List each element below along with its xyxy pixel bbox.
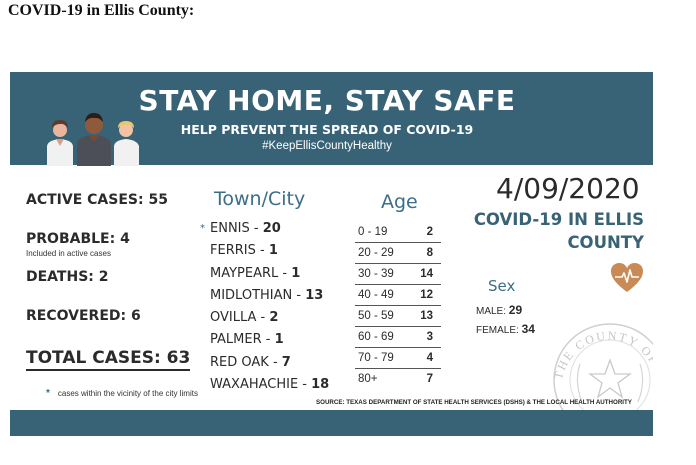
county-title (458, 208, 644, 254)
city-name: RED OAK - (210, 354, 282, 370)
bottom-bar (10, 410, 653, 436)
age-range: 80+ (358, 373, 378, 385)
city-count: 13 (305, 287, 324, 303)
age-table (355, 222, 441, 389)
deaths: DEATHS: 2 (26, 269, 109, 285)
city-row (210, 266, 329, 288)
city-row (210, 355, 329, 377)
probable-cases: PROBABLE: 4 (26, 231, 130, 247)
age-range: 70 - 79 (358, 352, 394, 364)
age-row (355, 243, 441, 264)
age-count: 13 (420, 310, 433, 322)
city-count: 1 (268, 243, 278, 259)
city-row (210, 310, 329, 332)
city-row (210, 332, 329, 354)
city-count: 2 (269, 310, 279, 326)
female-label: FEMALE: (476, 325, 522, 336)
sex-heading: Sex (488, 277, 516, 295)
age-range: 0 - 19 (358, 226, 388, 238)
city-count: 1 (274, 332, 284, 348)
female-count (476, 322, 535, 336)
footnote-text: cases within the vicinity of the city limits (57, 389, 198, 398)
city-name: MAYPEARL - (210, 265, 292, 281)
age-count: 12 (420, 289, 433, 301)
banner-subtitle: HELP PREVENT THE SPREAD OF COVID-19 (180, 122, 474, 137)
age-count: 4 (426, 352, 433, 364)
report-date: 4/09/2020 (496, 172, 640, 205)
male-label: MALE: (476, 306, 509, 317)
age-row (355, 264, 441, 285)
city-name: PALMER - (210, 332, 275, 348)
age-count: 8 (426, 247, 433, 259)
age-count: 3 (426, 331, 433, 343)
city-list (200, 221, 330, 399)
age-range: 30 - 39 (358, 268, 394, 280)
footnote (46, 388, 198, 399)
page-heading: COVID-19 in Ellis County: (8, 2, 195, 19)
heart-icon (610, 262, 644, 294)
age-row (355, 369, 441, 389)
female-value: 34 (521, 322, 535, 336)
age-count: 7 (426, 373, 433, 385)
city-count: 1 (291, 265, 301, 281)
county-title-line1: COVID-19 IN ELLIS (473, 210, 644, 229)
city-count: 18 (311, 377, 330, 393)
age-row (355, 327, 441, 348)
city-count: 7 (281, 354, 291, 370)
age-count: 14 (420, 268, 433, 280)
city-star-marker: * (200, 223, 205, 234)
age-range: 20 - 29 (358, 247, 394, 259)
city-count: 20 (262, 221, 281, 236)
city-row (210, 243, 329, 265)
city-name: WAXAHACHIE - (210, 377, 312, 393)
city-row (200, 221, 329, 243)
male-value: 29 (508, 303, 523, 317)
banner-hashtag: #KeepEllisCountyHealthy (262, 140, 392, 152)
age-range: 50 - 59 (358, 310, 394, 322)
banner-title: STAY HOME, STAY SAFE (138, 84, 516, 117)
svg-text:THE COUNTY OF (551, 328, 662, 381)
age-row (355, 222, 441, 243)
county-title-line2: COUNTY (567, 233, 644, 252)
total-cases: TOTAL CASES: 63 (26, 348, 190, 371)
city-name: FERRIS - (210, 243, 269, 259)
age-heading: Age (381, 191, 418, 213)
age-row (355, 285, 441, 306)
age-range: 40 - 49 (358, 289, 394, 301)
recovered: RECOVERED: 6 (26, 308, 141, 324)
footnote-marker: * (46, 388, 50, 399)
city-name: MIDLOTHIAN - (210, 287, 306, 303)
city-name: ENNIS - (210, 221, 263, 236)
seal-text: THE COUNTY OF (551, 328, 662, 381)
source-note: SOURCE: TEXAS DEPARTMENT OF STATE HEALTH SERVICES (DSHS) & THE LOCAL HEALTH AUTHORITY (316, 399, 632, 406)
active-cases: ACTIVE CASES: 55 (26, 192, 168, 208)
city-name: OVILLA - (210, 310, 270, 326)
people-illustration (44, 108, 144, 166)
city-row (210, 288, 329, 310)
male-count (476, 303, 522, 317)
age-count: 2 (426, 226, 433, 238)
age-range: 60 - 69 (358, 331, 394, 343)
town-city-heading: Town/City (214, 188, 306, 210)
infographic-card (10, 72, 662, 436)
age-row (355, 348, 441, 369)
age-row (355, 306, 441, 327)
city-row (210, 377, 329, 399)
top-banner (10, 72, 653, 165)
probable-note: Included in active cases (26, 249, 111, 258)
